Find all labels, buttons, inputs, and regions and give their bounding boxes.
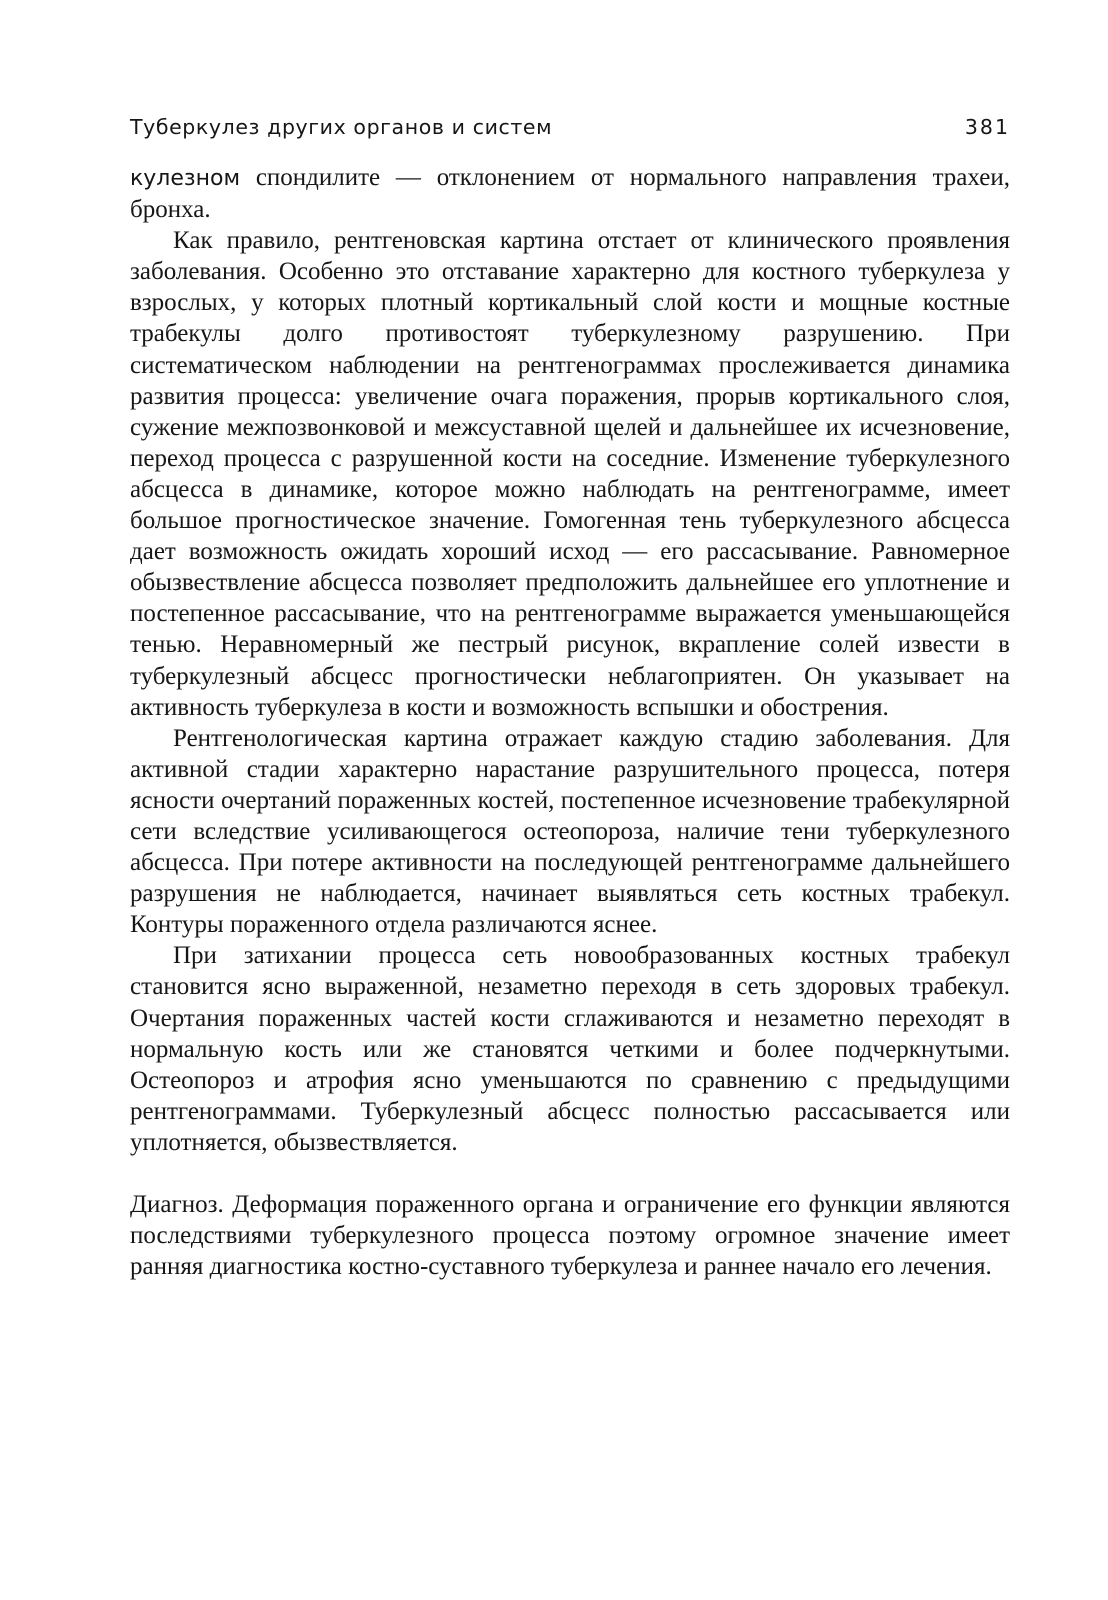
- paragraph-process-subsiding: При затихании процесса сеть новообразованных костных трабекул становится ясно выраженной, незаметно переходя в сеть здоровых трабекул. Очертания пораженных частей кости сглаживаются и незаметно переходят в нормальную кость или же становятся четкими и более подчеркнутыми. Остеопороз и атрофия ясно уменьшаются по сравнению с предыдущими рентгенограммами. Туберкулезный абсцесс полностью рассасывается или уплотняется, обызвествляется.: [130, 942, 1010, 1156]
- body-text: [130, 162, 1010, 1282]
- paragraph-radiographic-lag: Как правило, рентгеновская картина отстает от клинического проявления заболевания. Особенно это отставание характерно для костного туберкулеза у взрослых, у которых плотный кортикальный слой кости и мощные костные трабекулы долго противостоят туберкулезному разрушению. При систематическом наблюдении на рентгенограммах прослеживается динамика развития процесса: увеличение очага поражения, прорыв кортикального слоя, сужение межпозвонковой и межсуставной щелей и дальнейшее их исчезновение, переход процесса с разрушенной кости на соседние. Изменение туберкулезного абсцесса в динамике, которое можно наблюдать на рентгенограмме, имеет большое прогностическое значение. Гомогенная тень туберкулезного абсцесса дает возможность ожидать хороший исход — его рассасывание. Равномерное обызвествление абсцесса позволяет предположить дальнейшее его уплотнение и постепенное рассасывание, что на рентгенограмме выражается уменьшающейся тенью. Неравномерный же пестрый рисунок, вкрапление солей извести в туберкулезный абсцесс прогностически неблагоприятен. Он указывает на активность туберкулеза в кости и возможность вспышки и обострения.: [130, 227, 1010, 721]
- paragraph-continuation-text: спондилите — отклонением от нормального направления трахеи, бронха.: [130, 164, 1010, 224]
- page-number: 381: [964, 115, 1010, 139]
- paragraph-diagnosis: Диагноз. Деформация пораженного органа и ограничение его функции являются последствиями туберкулезного процесса поэтому огромное значение имеет ранняя диагностика костно-суставного туберкулеза и раннее начало его лечения.: [130, 1191, 1010, 1281]
- paragraph-continuation: [130, 162, 1010, 225]
- running-header: [130, 112, 1010, 162]
- chapter-title: Туберкулез других органов и систем: [130, 115, 553, 139]
- book-page: [130, 112, 1010, 1282]
- paragraph-lead-word: кулезном: [130, 166, 241, 191]
- paragraph-radiographic-stages: Рентгенологическая картина отражает каждую стадию заболевания. Для активной стадии характерно нарастание разрушительного процесса, потеря ясности очертаний пораженных костей, постепенное исчезновение трабекулярной сети вследствие усиливающегося остеопороза, наличие тени туберкулезного абсцесса. При потере активности на последующей рентгенограмме дальнейшего разрушения не наблюдается, начинает выявляться сеть костных трабекул. Контуры пораженного отдела различаются яснее.: [130, 724, 1010, 939]
